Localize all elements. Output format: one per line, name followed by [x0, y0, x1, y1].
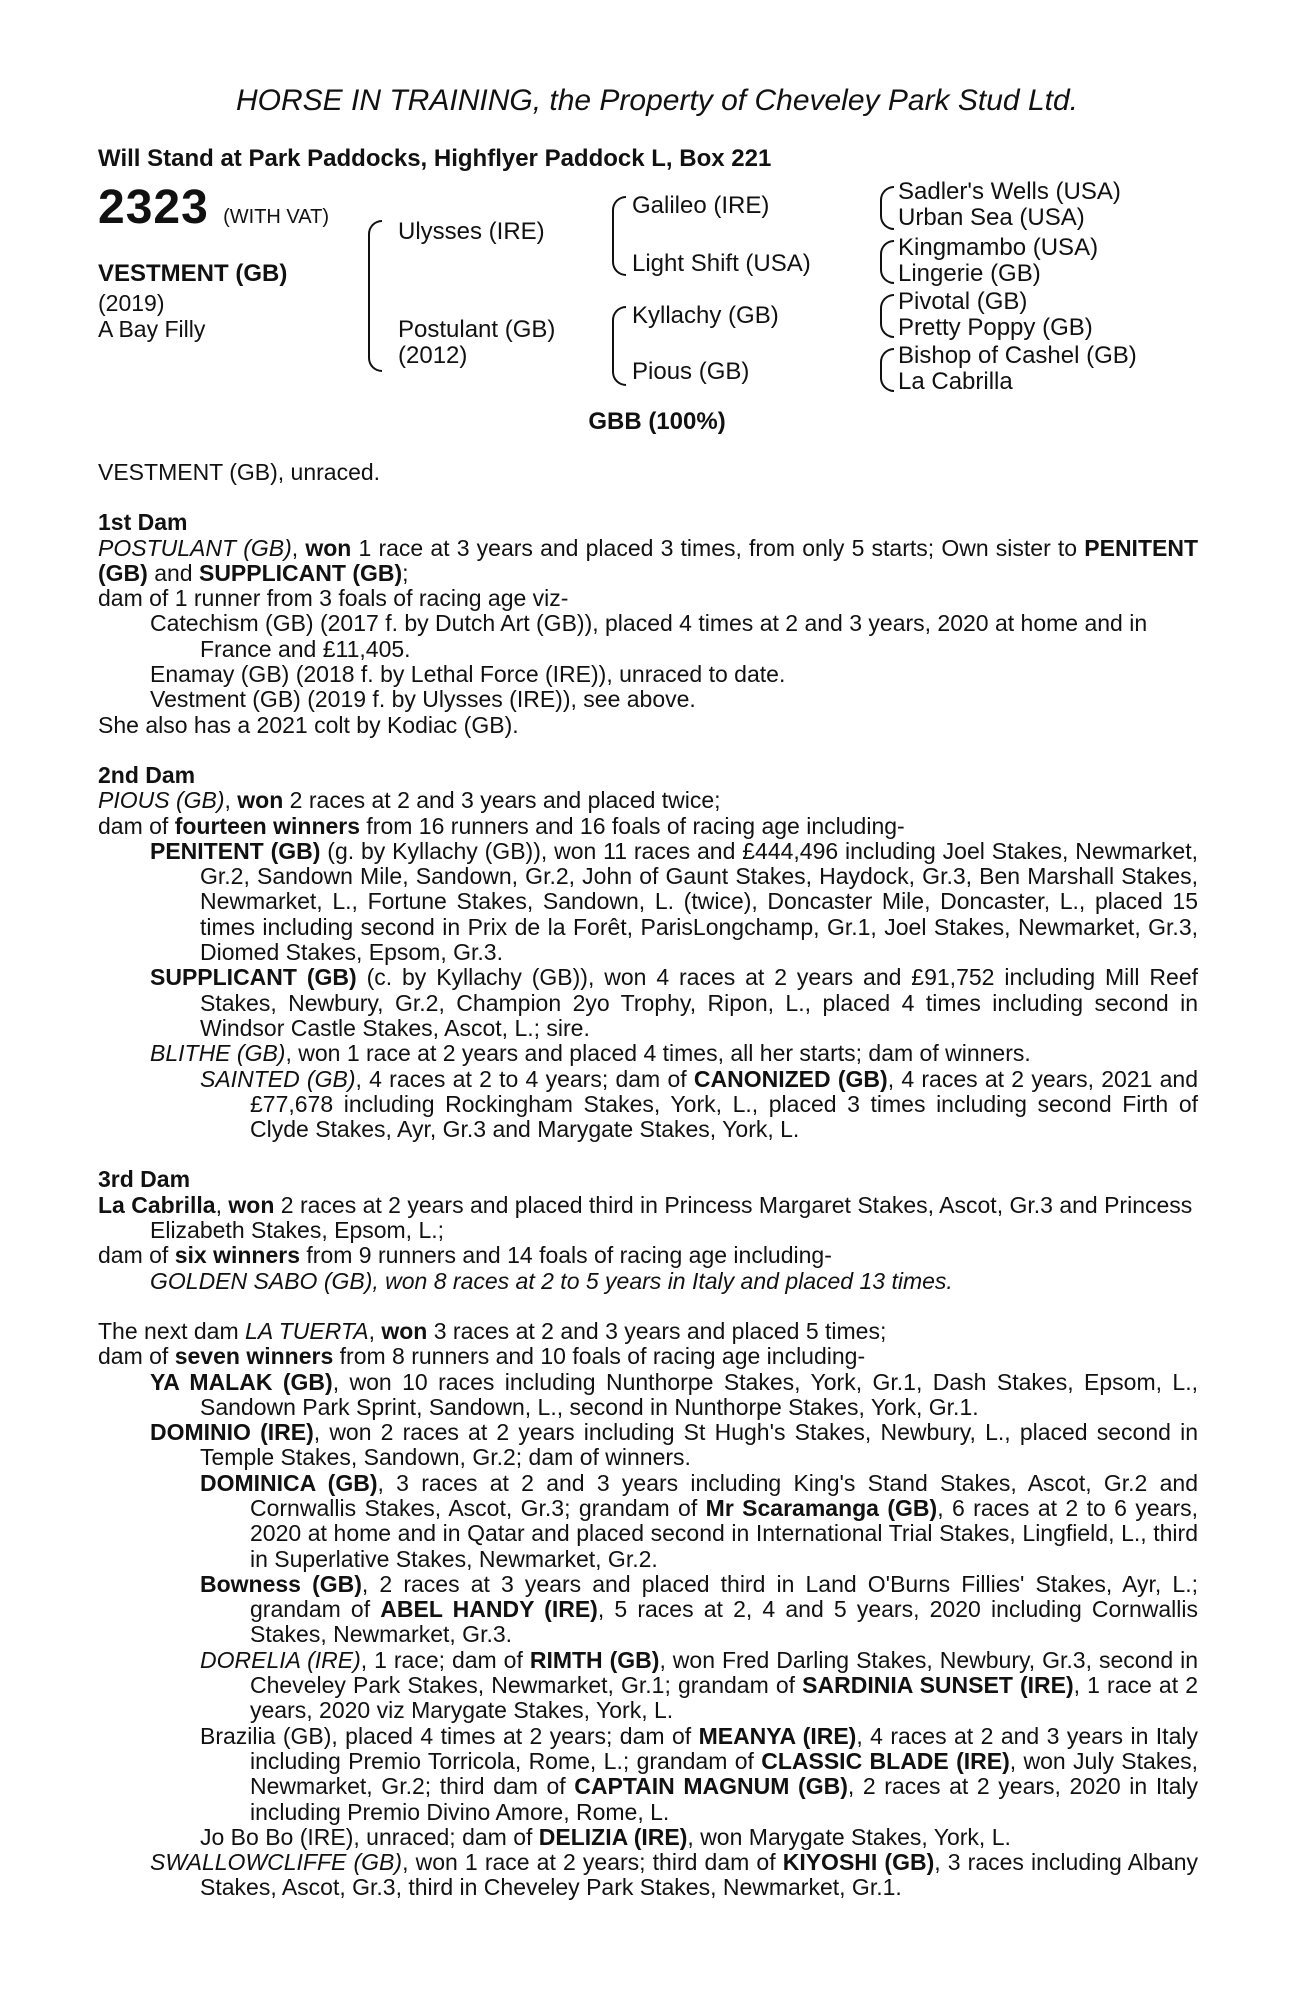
first-dam-name: POSTULANT (GB) [98, 534, 292, 561]
first-dam-intro: POSTULANT (GB), won 1 race at 3 years and placed 3 times, from only 5 starts; Own sister to PENITENT (GB) and SUPPLICANT (GB); [98, 534, 1198, 586]
won-label: won [305, 534, 352, 561]
stand-location: Will Stand at Park Paddocks, Highflyer Paddock L, Box 221 [98, 145, 772, 172]
produce-line: Vestment (GB) (2019 f. by Ulysses (IRE)), see above. [150, 686, 696, 713]
second-dam-name: PIOUS (GB) [98, 787, 225, 814]
pedigree-brace-g4 [880, 348, 894, 392]
offspring-record: , won 1 race at 2 years; third dam of [402, 1849, 783, 1876]
third-dam-name: La Cabrilla [98, 1191, 216, 1218]
damof-text: dam of [98, 812, 175, 839]
offspring-entry [98, 1850, 1198, 1901]
damof-text: dam of [98, 1343, 175, 1370]
offspring-record: , 1 race at 2 years, 2020 viz Marygate Stakes, York, L. [250, 1672, 1198, 1724]
pedigree-sire: Ulysses (IRE) [398, 218, 545, 245]
offspring-record: , 2 races at 2 years, 2020 in Italy including Premio Divino Amore, Rome, L. [250, 1773, 1199, 1825]
pedigree-dam-sire: Kyllachy (GB) [632, 302, 779, 329]
offspring-name: CAPTAIN MAGNUM (GB) [574, 1773, 848, 1800]
pedigree-dam-year: (2012) [398, 342, 468, 369]
offspring-record: , 4 races at 2 and 3 years in Italy including Premio Torricola, Rome, L.; grandam of [250, 1722, 1198, 1774]
offspring-name: DOMINICA (GB) [200, 1469, 378, 1496]
first-dam-record: 1 race at 3 years and placed 3 times, from only 5 starts; Own sister to [351, 534, 1078, 561]
next-dam-damof [98, 1344, 1198, 1369]
offspring-entry [98, 1648, 1198, 1724]
offspring-entry: GOLDEN SABO (GB), won 8 races at 2 to 5 years in Italy and placed 13 times. [150, 1267, 953, 1294]
second-dam-damof [98, 814, 1198, 839]
third-dam-heading: 3rd Dam [98, 1166, 191, 1193]
pedigree-sire-sire: Galileo (IRE) [632, 192, 770, 219]
won-label: won [237, 787, 284, 814]
won-label: won [381, 1317, 428, 1344]
produce-line: Enamay (GB) (2018 f. by Lethal Force (IRE)), unraced to date. [150, 661, 786, 688]
offspring-entry [98, 1825, 1198, 1850]
offspring-entry [98, 1420, 1198, 1471]
gbb-rating: GBB (100%) [588, 408, 726, 435]
lot-number-value: 2323 [98, 181, 209, 234]
offspring-entry [98, 1067, 1198, 1143]
damof-text: from 8 runners and 10 foals of racing age including- [333, 1343, 866, 1370]
offspring-record: , won Marygate Stakes, York, L. [687, 1823, 1011, 1850]
offspring-record: Jo Bo Bo (IRE), unraced; dam of [200, 1823, 539, 1850]
offspring-entry [98, 965, 1198, 1041]
offspring-entry [98, 1041, 1198, 1066]
offspring-entry [98, 1572, 1198, 1648]
offspring-name: YA MALAK (GB) [150, 1368, 333, 1395]
first-dam-heading: 1st Dam [98, 509, 188, 536]
offspring-record: , 5 races at 2, 4 and 5 years, 2020 including Cornwallis Stakes, Newmarket, Gr.3. [250, 1596, 1198, 1648]
first-dam-damof: dam of 1 runner from 3 foals of racing age viz- [98, 585, 569, 612]
winners-count: fourteen winners [174, 812, 361, 839]
second-dam-intro: PIOUS (GB), won 2 races at 2 and 3 years and placed twice; [98, 787, 721, 814]
pedigree-g-0: Sadler's Wells (USA) [898, 178, 1121, 205]
sibling-name: PENITENT (GB) [98, 534, 1198, 586]
offspring-name: KIYOSHI (GB) [782, 1849, 935, 1876]
offspring-record: , 3 races including Albany Stakes, Ascot, Gr.3, third in Cheveley Park Stakes, Newmarket, Gr.1. [200, 1849, 1199, 1901]
pedigree-g-7: La Cabrilla [898, 368, 1013, 395]
offspring-record: (g. by Kyllachy (GB)), won 11 races and £444,496 including Joel Stakes, Newmarket, Gr.2, Sandown Mile, Sandown, Gr.2, John of Gaunt Stakes, Haydock, Gr.3, Ben Marshall Stakes, Newmarket, L., Fortune Stakes, Sandown, L. (twice), Doncaster Mile, Doncaster, L., placed 15 times including second in Prix de la Forêt, ParisLongchamp, Gr.1, Joel Stakes, Newmarket, Gr.3, Diomed Stakes, Epsom, Gr.3. [200, 837, 1198, 966]
offspring-name: PENITENT (GB) [150, 837, 321, 864]
offspring-name: RIMTH (GB) [529, 1646, 660, 1673]
lot-number [98, 180, 329, 235]
offspring-name: ABEL HANDY (IRE) [380, 1596, 598, 1623]
next-dam-record: 3 races at 2 and 3 years and placed 5 times; [427, 1317, 887, 1344]
pedigree-brace-g2 [880, 240, 894, 284]
third-dam-intro: La Cabrilla, won 2 races at 2 years and placed third in Princess Margaret Stakes, Ascot, Gr.3 and Princess Elizabeth Stakes, Epsom, L.; [98, 1191, 1193, 1244]
offspring-name: SAINTED (GB) [200, 1065, 356, 1092]
offspring-name: SARDINIA SUNSET (IRE) [802, 1672, 1074, 1699]
offspring-name: DOMINIO (IRE) [150, 1419, 314, 1446]
offspring-name: SWALLOWCLIFFE (GB) [150, 1849, 403, 1876]
next-dam-label: The next dam [98, 1317, 246, 1344]
offspring-record: , 2 races at 3 years and placed third in Land O'Burns Fillies' Stakes, Ayr, L.; grandam of [250, 1570, 1199, 1623]
pedigree-brace-sire [612, 196, 626, 276]
and-text: and [147, 559, 199, 586]
offspring-name: CLASSIC BLADE (IRE) [761, 1747, 1010, 1774]
unraced-line: VESTMENT (GB), unraced. [98, 459, 381, 485]
offspring-record: , 4 races at 2 years, 2021 and £77,678 including Rockingham Stakes, York, L., placed 3 times including second Firth of Clyde Stakes, Ayr, Gr.3 and Marygate Stakes, York, L. [250, 1065, 1198, 1143]
next-dam-name: LA TUERTA [245, 1317, 369, 1344]
offspring-entry [98, 839, 1198, 965]
damof-text: from 9 runners and 14 foals of racing age including- [300, 1242, 832, 1269]
punct: ; [402, 559, 409, 586]
horse-year: (2019) [98, 290, 165, 316]
offspring-name: Bowness (GB) [200, 1570, 362, 1597]
pedigree-brace-main [368, 220, 382, 372]
won-label: won [228, 1191, 275, 1218]
pedigree-brace-g1 [880, 186, 894, 230]
offspring-name: DELIZIA (IRE) [538, 1823, 688, 1850]
offspring-entry [98, 1724, 1198, 1825]
offspring-record: , 1 race; dam of [360, 1646, 530, 1673]
offspring-record: , won July Stakes, Newmarket, Gr.2; third dam of [250, 1747, 1198, 1800]
third-dam-damof [98, 1243, 1198, 1268]
offspring-name: BLITHE (GB) [150, 1040, 286, 1067]
offspring-record: , won 2 races at 2 years including St Hugh's Stakes, Newbury, L., placed second in Temple Stakes, Sandown, Gr.2; dam of winners. [200, 1419, 1198, 1471]
offspring-name: CANONIZED (GB) [693, 1065, 888, 1092]
sibling-name: SUPPLICANT (GB) [198, 559, 403, 586]
next-dam-intro: The next dam LA TUERTA, won 3 races at 2 and 3 years and placed 5 times; [98, 1317, 887, 1344]
catalogue-body [98, 460, 1198, 1901]
offspring-name: Mr Scaramanga (GB) [705, 1494, 938, 1521]
offspring-record: , won 10 races including Nunthorpe Stakes, York, Gr.1, Dash Stakes, Epsom, L., Sandown Park Sprint, Sandown, L., second in Nunthorpe Stakes, York, Gr.1. [200, 1368, 1198, 1420]
pedigree-brace-g3 [880, 294, 894, 338]
pedigree-dam-dam: Pious (GB) [632, 358, 750, 385]
damof-text: dam of [98, 1242, 175, 1269]
pedigree-g-1: Urban Sea (USA) [898, 204, 1085, 231]
horse-name: VESTMENT (GB) [98, 260, 288, 287]
page-title: HORSE IN TRAINING, the Property of Cheveley Park Stud Ltd. [236, 84, 1078, 117]
offspring-record: , won Fred Darling Stakes, Newbury, Gr.3, second in Cheveley Park Stakes, Newmarket, Gr.1; grandam of [250, 1646, 1198, 1699]
offspring-record: (c. by Kyllachy (GB)), won 4 races at 2 years and £91,752 including Mill Reef Stakes, Newbury, Gr.2, Champion 2yo Trophy, Ripon, L., placed 4 times including second in Windsor Castle Stakes, Ascot, L.; sire. [200, 964, 1198, 1041]
offspring-name: MEANYA (IRE) [698, 1722, 857, 1749]
pedigree-brace-dam [612, 306, 626, 386]
offspring-record: , 3 races at 2 and 3 years including King's Stand Stakes, Ascot, Gr.2 and Cornwallis Stakes, Ascot, Gr.3; grandam of [250, 1469, 1198, 1521]
pedigree-g-2: Kingmambo (USA) [898, 234, 1099, 261]
pedigree-g-3: Lingerie (GB) [898, 260, 1041, 287]
also-line: She also has a 2021 colt by Kodiac (GB). [98, 711, 519, 738]
offspring-entry [98, 1471, 1198, 1572]
second-dam-heading: 2nd Dam [98, 761, 196, 788]
winners-count: seven winners [174, 1343, 334, 1370]
pedigree-g-6: Bishop of Cashel (GB) [898, 342, 1137, 369]
third-dam-record: 2 races at 2 years and placed third in Princess Margaret Stakes, Ascot, Gr.3 and Princess Elizabeth Stakes, Epsom, L.; [150, 1191, 1193, 1244]
horse-desc: A Bay Filly [98, 316, 206, 342]
offspring-record: Brazilia (GB), placed 4 times at 2 years; dam of [200, 1722, 699, 1749]
offspring-record: , 6 races at 2 to 6 years, 2020 at home and in Qatar and placed second in International Trial Stakes, Lingfield, L., third in Superlative Stakes, Newmarket, Gr.2. [250, 1494, 1198, 1572]
offspring-name: SUPPLICANT (GB) [150, 964, 357, 991]
pedigree-g-5: Pretty Poppy (GB) [898, 314, 1093, 341]
winners-count: six winners [174, 1242, 300, 1269]
pedigree-g-4: Pivotal (GB) [898, 288, 1028, 315]
vat-note: (WITH VAT) [223, 206, 330, 228]
offspring-record: , won 1 race at 2 years and placed 4 times, all her starts; dam of winners. [285, 1040, 1031, 1067]
produce-line: Catechism (GB) (2017 f. by Dutch Art (GB)), placed 4 times at 2 and 3 years, 2020 at home and in France and £11,405. [150, 610, 1148, 662]
pedigree-dam: Postulant (GB) [398, 316, 556, 343]
second-dam-record: 2 races at 2 and 3 years and placed twice; [283, 787, 721, 814]
offspring-record: , 4 races at 2 to 4 years; dam of [355, 1065, 694, 1092]
damof-text: from 16 runners and 16 foals of racing age including- [360, 812, 905, 839]
offspring-entry [98, 1370, 1198, 1421]
pedigree-sire-dam: Light Shift (USA) [632, 250, 811, 277]
offspring-name: DORELIA (IRE) [200, 1646, 361, 1673]
